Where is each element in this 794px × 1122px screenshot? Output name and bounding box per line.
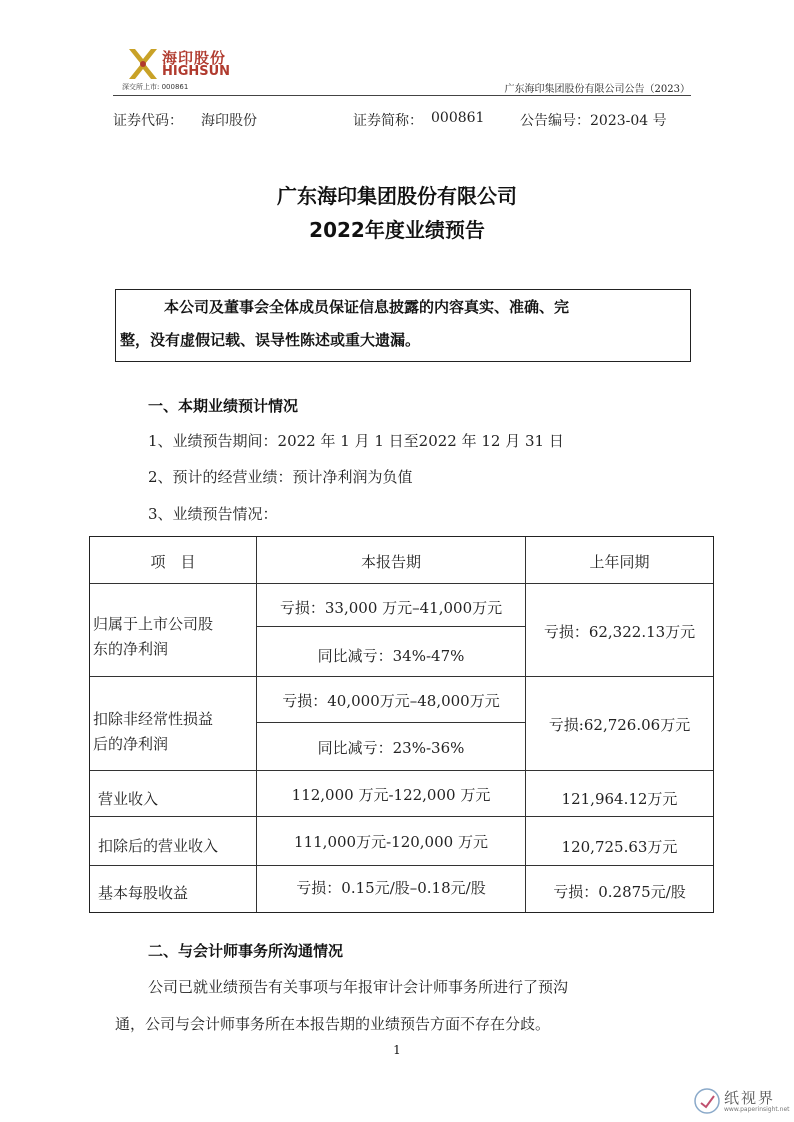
- logo-listing: 深交所上市: 000861: [122, 83, 189, 91]
- paperinsight-logo-icon: [694, 1088, 720, 1114]
- table-rule: [90, 676, 713, 677]
- forecast-table: [89, 536, 714, 913]
- row-eps-prior: 亏损：0.2875元/股: [553, 883, 686, 901]
- security-abbr-value: 000861: [431, 110, 485, 126]
- table-rule: [257, 626, 525, 627]
- document-label: 广东海印集团股份有限公司公告（2023）: [504, 84, 690, 95]
- row-net-profit-yoy: 同比减亏：34%-47%: [317, 647, 465, 665]
- expected-performance: 2、预计的经营业绩：预计净利润为负值: [148, 468, 413, 486]
- row-eps-label: 基本每股收益: [98, 884, 189, 902]
- row-net-profit-label-2: 东的净利润: [93, 640, 169, 658]
- disclosure-line-2: 整，没有虚假记载、误导性陈述或重大遗漏。: [120, 331, 421, 349]
- watermark-text: 纸视界: [724, 1089, 776, 1107]
- forecast-details-label: 3、业绩预告情况：: [148, 505, 278, 523]
- table-rule: [90, 770, 713, 771]
- row-adj-net-profit-label-2: 后的净利润: [93, 735, 169, 753]
- security-code-label: 证券代码：: [113, 113, 183, 129]
- logo-chinese-name: 海印股份: [162, 49, 227, 67]
- header-divider: [113, 95, 691, 96]
- highsun-logo-icon: [126, 46, 160, 82]
- row-eps-current: 亏损：0.15元/股–0.18元/股: [296, 879, 486, 897]
- table-rule: [90, 816, 713, 817]
- table-rule: [90, 583, 713, 584]
- forecast-period: 1、业绩预告期间：2022 年 1 月 1 日至2022 年 12 月 31 日: [148, 432, 564, 450]
- section-1-heading: 一、本期业绩预计情况: [148, 397, 299, 415]
- row-adj-net-profit-label-1: 扣除非经常性损益: [93, 710, 214, 728]
- header-current-period: 本报告期: [360, 553, 421, 571]
- row-adj-revenue-prior: 120,725.63万元: [561, 838, 678, 856]
- page-title: 广东海印集团股份有限公司: [277, 184, 517, 208]
- row-adj-net-profit-prior: 亏损:62,726.06万元: [548, 716, 691, 734]
- table-rule: [257, 722, 525, 723]
- security-abbr-label: 证券简称：: [353, 113, 423, 129]
- security-code-value: 海印股份: [201, 113, 257, 129]
- row-adj-net-profit-yoy: 同比减亏：23%-36%: [317, 739, 465, 757]
- watermark: [692, 1086, 792, 1116]
- table-rule: [256, 537, 257, 912]
- company-logo: [122, 44, 242, 92]
- row-net-profit-label-1: 归属于上市公司股: [93, 615, 214, 633]
- row-net-profit-prior: 亏损：62,322.13万元: [543, 623, 696, 641]
- header-item: 项 目: [150, 553, 196, 571]
- row-adj-revenue-label: 扣除后的营业收入: [98, 837, 219, 855]
- header-prior-period: 上年同期: [589, 553, 650, 571]
- section-2-heading: 二、与会计师事务所沟通情况: [148, 942, 344, 960]
- disclosure-statement-box: [115, 289, 691, 362]
- row-adj-net-profit-current: 亏损：40,000万元–48,000万元: [282, 692, 500, 710]
- row-revenue-prior: 121,964.12万元: [561, 790, 678, 808]
- row-adj-revenue-current: 111,000万元-120,000 万元: [294, 833, 488, 851]
- section-2-para-line-1: 公司已就业绩预告有关事项与年报审计会计师事务所进行了预沟: [148, 978, 569, 996]
- watermark-url: www.paperinsight.net: [724, 1106, 790, 1113]
- section-2-para-line-2: 通，公司与会计师事务所在本报告期的业绩预告方面不存在分歧。: [115, 1015, 551, 1033]
- page-subtitle: 2022年度业绩预告: [309, 218, 485, 242]
- notice-number: 公告编号：2023-04 号: [520, 113, 667, 129]
- table-rule: [90, 865, 713, 866]
- row-net-profit-current: 亏损：33,000 万元–41,000万元: [279, 599, 503, 617]
- row-revenue-current: 112,000 万元-122,000 万元: [291, 786, 491, 804]
- page-number: 1: [393, 1043, 401, 1057]
- disclosure-line-1: 本公司及董事会全体成员保证信息披露的内容真实、准确、完: [164, 298, 570, 316]
- logo-english-name: HIGHSUN: [162, 64, 231, 79]
- row-revenue-label: 营业收入: [98, 790, 159, 808]
